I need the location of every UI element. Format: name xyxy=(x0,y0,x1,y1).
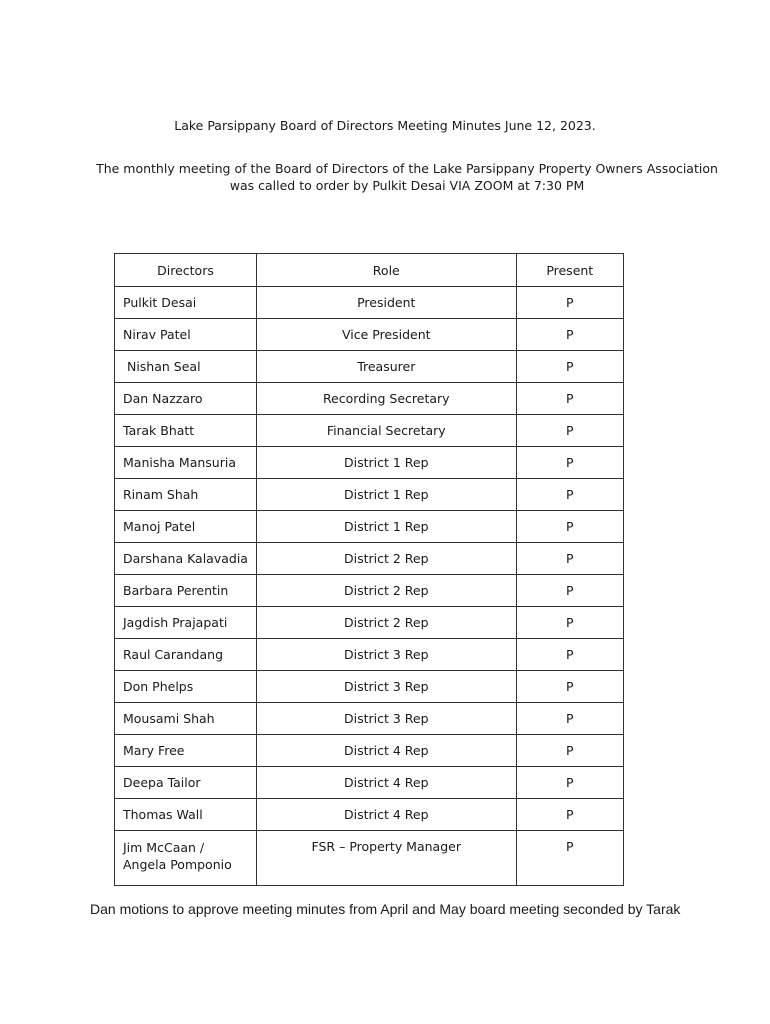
table-row xyxy=(115,607,624,639)
document-title: Lake Parsippany Board of Directors Meeting Minutes June 12, 2023. xyxy=(174,118,596,133)
table-row xyxy=(115,319,624,351)
director-name: Manisha Mansuria xyxy=(115,447,257,479)
director-present: P xyxy=(516,447,623,479)
director-name: Raul Carandang xyxy=(115,639,257,671)
table-body xyxy=(115,287,624,886)
director-present: P xyxy=(516,351,623,383)
table-row xyxy=(115,287,624,319)
director-name: Mousami Shah xyxy=(115,703,257,735)
director-role: District 4 Rep xyxy=(256,799,516,831)
director-name: Barbara Perentin xyxy=(115,575,257,607)
director-present: P xyxy=(516,479,623,511)
table-row xyxy=(115,703,624,735)
director-present: P xyxy=(516,639,623,671)
director-role: District 3 Rep xyxy=(256,703,516,735)
table-row xyxy=(115,575,624,607)
director-present: P xyxy=(516,671,623,703)
director-present: P xyxy=(516,799,623,831)
table-row xyxy=(115,543,624,575)
director-present: P xyxy=(516,511,623,543)
director-role: Financial Secretary xyxy=(256,415,516,447)
director-name: Thomas Wall xyxy=(115,799,257,831)
director-role: District 4 Rep xyxy=(256,735,516,767)
director-role: FSR – Property Manager xyxy=(256,831,516,886)
director-present: P xyxy=(516,543,623,575)
closing-paragraph: Dan motions to approve meeting minutes from April and May board meeting seconded by Tarak xyxy=(90,901,681,917)
header-directors: Directors xyxy=(115,254,257,287)
director-role: District 3 Rep xyxy=(256,639,516,671)
director-role: Treasurer xyxy=(256,351,516,383)
header-present: Present xyxy=(516,254,623,287)
table-row xyxy=(115,639,624,671)
director-role: Recording Secretary xyxy=(256,383,516,415)
table-row xyxy=(115,799,624,831)
director-present: P xyxy=(516,319,623,351)
table-row xyxy=(115,383,624,415)
director-present: P xyxy=(516,575,623,607)
director-name: Manoj Patel xyxy=(115,511,257,543)
table-row xyxy=(115,447,624,479)
director-role: District 2 Rep xyxy=(256,575,516,607)
director-name: Darshana Kalavadia xyxy=(115,543,257,575)
director-name: Don Phelps xyxy=(115,671,257,703)
director-role: District 2 Rep xyxy=(256,607,516,639)
table-row xyxy=(115,831,624,886)
director-present: P xyxy=(516,735,623,767)
director-name: Deepa Tailor xyxy=(115,767,257,799)
director-role: District 1 Rep xyxy=(256,479,516,511)
director-role: President xyxy=(256,287,516,319)
director-role: District 4 Rep xyxy=(256,767,516,799)
director-role: District 1 Rep xyxy=(256,447,516,479)
director-name: Rinam Shah xyxy=(115,479,257,511)
director-name: Mary Free xyxy=(115,735,257,767)
director-present: P xyxy=(516,383,623,415)
director-name: Pulkit Desai xyxy=(115,287,257,319)
director-name-line: Jim McCaan / xyxy=(123,840,205,855)
director-name xyxy=(115,831,257,886)
director-present: P xyxy=(516,287,623,319)
directors-table xyxy=(114,253,624,886)
director-present: P xyxy=(516,415,623,447)
table-row xyxy=(115,511,624,543)
header-role: Role xyxy=(256,254,516,287)
intro-paragraph: The monthly meeting of the Board of Directors of the Lake Parsippany Property Owners Association was called to order by Pulkit Desai VIA ZOOM at 7:30 PM xyxy=(96,161,718,193)
table-row xyxy=(115,479,624,511)
director-name: Nishan Seal xyxy=(115,351,257,383)
table-row xyxy=(115,415,624,447)
director-name: Nirav Patel xyxy=(115,319,257,351)
table-row xyxy=(115,671,624,703)
director-present: P xyxy=(516,831,623,886)
director-role: District 2 Rep xyxy=(256,543,516,575)
table-row xyxy=(115,351,624,383)
director-present: P xyxy=(516,703,623,735)
table-row xyxy=(115,767,624,799)
director-name: Tarak Bhatt xyxy=(115,415,257,447)
director-name: Dan Nazzaro xyxy=(115,383,257,415)
table-header-row xyxy=(115,254,624,287)
director-role: District 1 Rep xyxy=(256,511,516,543)
director-role: District 3 Rep xyxy=(256,671,516,703)
director-present: P xyxy=(516,607,623,639)
director-name: Jagdish Prajapati xyxy=(115,607,257,639)
director-role: Vice President xyxy=(256,319,516,351)
director-present: P xyxy=(516,767,623,799)
director-name-line: Angela Pomponio xyxy=(123,857,232,872)
table-row xyxy=(115,735,624,767)
